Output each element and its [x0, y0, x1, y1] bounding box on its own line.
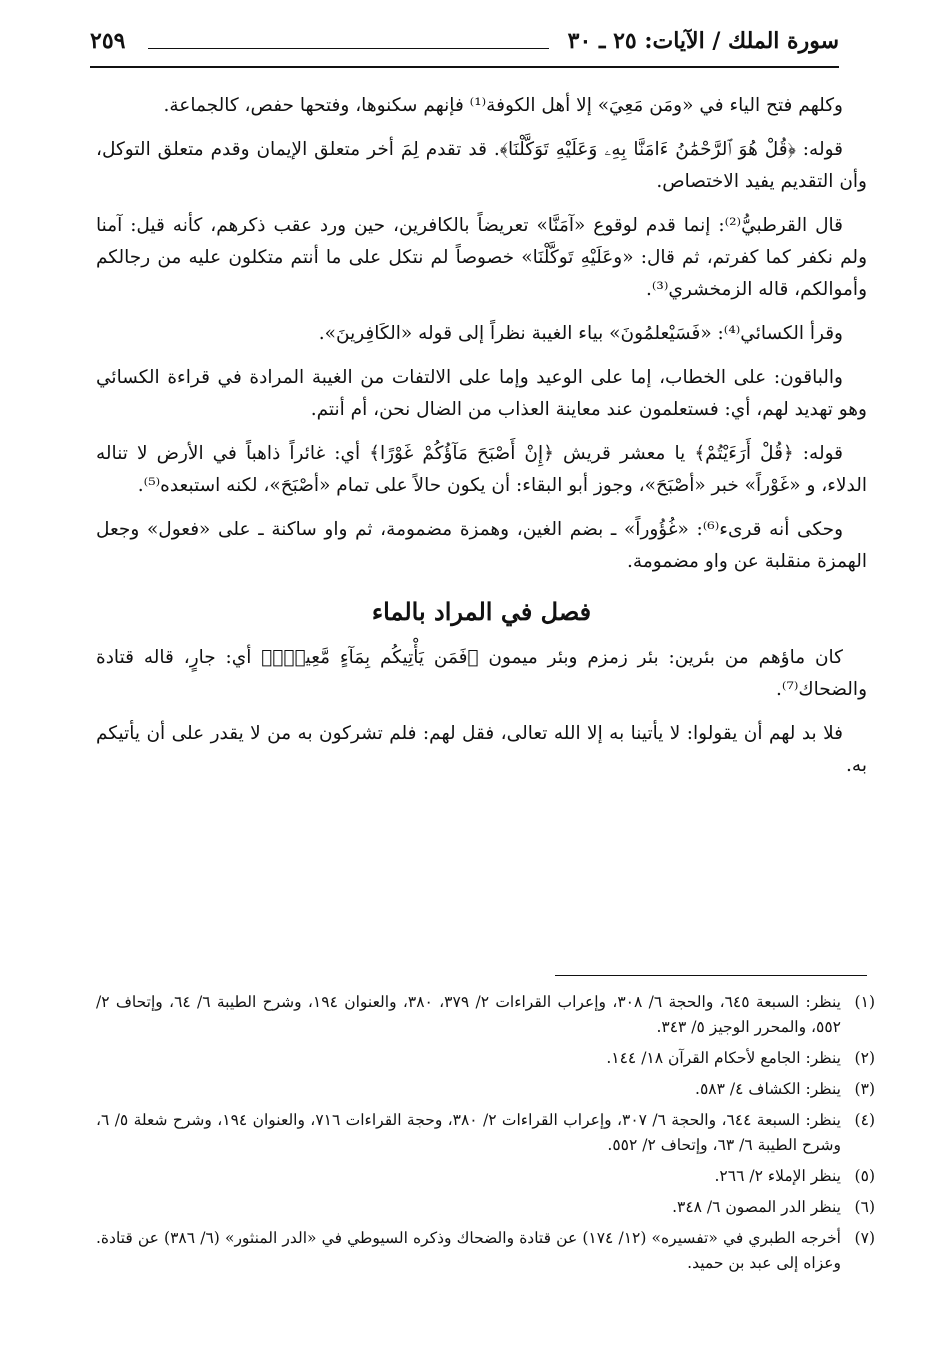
header-rule [90, 66, 839, 68]
page-number: ٢٥٩ [90, 28, 126, 54]
main-text [96, 90, 867, 794]
footnotes [96, 990, 875, 1282]
paragraph: قوله: ﴿قُلْ هُوَ ٱلرَّحْمَٰنُ ءَامَنَّا بِهِۦ وَعَلَيْهِ تَوَكَّلْنَا﴾. قد تقدم لِمَ أخر متعلق الإيمان وقدم متعلق التوكل، وأن التقديم يفيد الاختصاص. [96, 139, 867, 192]
paragraph: والباقون: على الخطاب، إما على الوعيد وإما على الالتفات من الغيبة المرادة في قراءة الكسائي وهو تهديد لهم، أي: فستعلمون عند معاينة العذاب من الضال نحن، أم أنتم. [96, 367, 867, 420]
footnote-text: ينظر: السبعة ٦٤٤، والحجة ٦/ ٣٠٧، وإعراب القراءات ٢/ ٣٨٠، وحجة القراءات ٧١٦، والعنوان ١٩٤، وشرح شعلة ٥/ ٦، وشرح الطيبة ٦/ ٦٣، وإتحاف ٢/ ٥٥٢. [96, 1111, 841, 1154]
footnote-number: (٦) [854, 1198, 875, 1216]
footnote-text: ينظر: الجامع لأحكام القرآن ١٨/ ١٤٤. [606, 1049, 841, 1067]
paragraph: فلا بد لهم أن يقولوا: لا يأتينا به إلا الله تعالى، فقل لهم: فلم تشركون به من لا يقدر على أن يأتيكم به. [96, 723, 867, 776]
footnote-number: (٣) [854, 1080, 875, 1098]
paragraph: قال القرطبيُّ⁽²⁾: إنما قدم لوقوع «آمَنَّا» تعريضاً بالكافرين، حين ورد عقب ذكرهم، كأنه قيل: آمنا ولم نكفر كما كفرتم، ثم قال: «وعَلَيْهِ تَوكَّلْنَا» خصوصاً لم نتكل على ما أنتم متكلون عليه من رجالكم وأموالكم، قاله الزمخشري⁽³⁾. [96, 215, 867, 300]
footnote-number: (٥) [854, 1167, 875, 1185]
footnote [96, 1108, 875, 1158]
footnote-rule [555, 975, 867, 976]
footnote [96, 1046, 875, 1071]
footnote [96, 1226, 875, 1276]
footnote-text: أخرجه الطبري في «تفسيره» (١٢/ ١٧٤) عن قتادة والضحاك وذكره السيوطي في «الدر المنثور» (٦/ ٣٨٦) عن قتادة. وعزاه إلى عبد بن حميد. [96, 1229, 841, 1272]
footnote-text: ينظر: السبعة ٦٤٥، والحجة ٦/ ٣٠٨، وإعراب القراءات ٢/ ٣٧٩، ٣٨٠، والعنوان ١٩٤، وشرح الطيبة ٦/ ٦٤، وإتحاف ٢/ ٥٥٢، والمحرر الوجيز ٥/ ٣٤٣. [96, 993, 841, 1036]
footnote [96, 990, 875, 1040]
footnote-number: (٢) [854, 1049, 875, 1067]
footnote [96, 1164, 875, 1189]
footnote [96, 1077, 875, 1102]
footnote-number: (٧) [854, 1229, 875, 1247]
section-heading: فصل في المراد بالماء [371, 597, 592, 626]
footnote-text: ينظر الدر المصون ٦/ ٣٤٨. [672, 1198, 841, 1216]
header-line [148, 48, 549, 49]
footnote-text: ينظر: الكشاف ٤/ ٥٨٣. [695, 1080, 841, 1098]
paragraph: وقرأ الكسائي⁽⁴⁾: «فَسَيْعلمُونَ» بياء الغيبة نظراً إلى قوله «الكَافِرينَ». [318, 323, 843, 344]
page-header [90, 24, 839, 66]
footnote [96, 1195, 875, 1220]
footnote-number: (١) [854, 993, 875, 1011]
paragraph: كان ماؤهم من بئرين: بئر زمزم وبئر ميمون ﴿فَمَن يَأْتِيكُم بِمَآءٍ مَّعِينٍۭ﴾ أي: جارٍ، قاله قتادة والضحاك⁽⁷⁾. [96, 647, 867, 700]
paragraph: وكلهم فتح الياء في «ومَن مَعِيَ» إلا أهل الكوفة⁽¹⁾ فإنهم سكنوها، وفتحها حفص، كالجماعة. [163, 95, 843, 116]
footnote-text: ينظر الإملاء ٢/ ٢٦٦. [714, 1167, 841, 1185]
footnote-number: (٤) [854, 1111, 875, 1129]
paragraph: قوله: ﴿قُلْ أَرَءَيْتُمْ﴾ يا معشر قريش ﴿إِنْ أَصْبَحَ مَآؤُكُمْ غَوْرًا﴾ أي: غائراً ذاهباً في الأرض لا تناله الدلاء، و «غَوْراً» خبر «أصْبَحَ»، وجوز أبو البقاء: أن يكون حالاً على تمام «أصْبَحَ»، لكنه استبعده⁽⁵⁾. [96, 443, 867, 496]
running-title: سورة الملك / الآيات: ٢٥ ـ ٣٠ [567, 28, 839, 54]
paragraph: وحكى أنه قرىء⁽⁶⁾: «غُؤُوراً» ـ بضم الغين، وهمزة مضمومة، ثم واو ساكنة ـ على «فعول» وجعل الهمزة منقلبة عن واو مضمومة. [96, 519, 867, 572]
